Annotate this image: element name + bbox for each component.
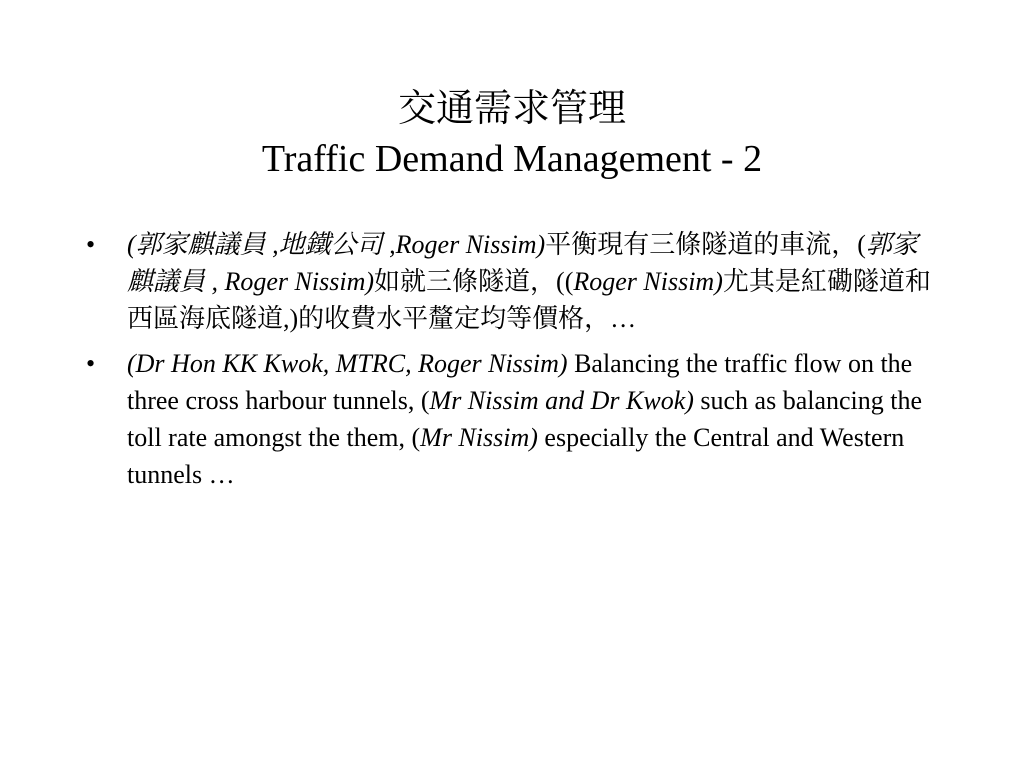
bullet-text-segment: Roger Nissim) [573, 267, 723, 296]
bullet-text [127, 230, 931, 333]
bullet-icon: • [86, 349, 96, 378]
bullet-text-segment: (( [556, 267, 574, 296]
bullet-text-segment: 平衡現有三條隧道的車流， [545, 230, 858, 259]
bullet-icon: • [86, 230, 96, 259]
bullet-text-segment: 郭家麒議員 , Roger Nissim) [127, 230, 918, 296]
slide-title [112, 84, 912, 184]
bullet-item-chinese [86, 226, 932, 337]
bullet-text-segment: 如就三條隧道， [374, 267, 557, 296]
bullet-text-segment: ( [857, 230, 866, 259]
bullet-text-segment: Balancing the traffic flow on the three cross harbour tunnels, ( [127, 349, 913, 415]
bullet-text-segment: such as balancing the toll rate amongst the them, ( [127, 386, 923, 452]
bullet-list [86, 226, 932, 501]
bullet-text-segment: ( [127, 230, 136, 259]
bullet-text-segment: 郭家麒議員 ,地鐵公司 ,Roger Nissim) [135, 230, 546, 259]
bullet-text-segment: 尤其是紅磡隧道和西區海底隧道,)的收費水平釐定均等價格，… [127, 267, 931, 333]
bullet-text-segment: Mr Nissim) [420, 423, 538, 452]
bullet-text-segment: Mr Nissim and Dr Kwok) [429, 386, 694, 415]
bullet-text [127, 349, 922, 489]
bullet-text-segment: especially the Central and Western tunnels … [127, 423, 905, 489]
title-chinese: 交通需求管理 [397, 88, 626, 130]
title-english: Traffic Demand Management - 2 [261, 138, 763, 180]
bullet-item-english [86, 345, 932, 493]
bullet-text-segment: (Dr Hon KK Kwok, MTRC, Roger Nissim) [127, 349, 568, 378]
